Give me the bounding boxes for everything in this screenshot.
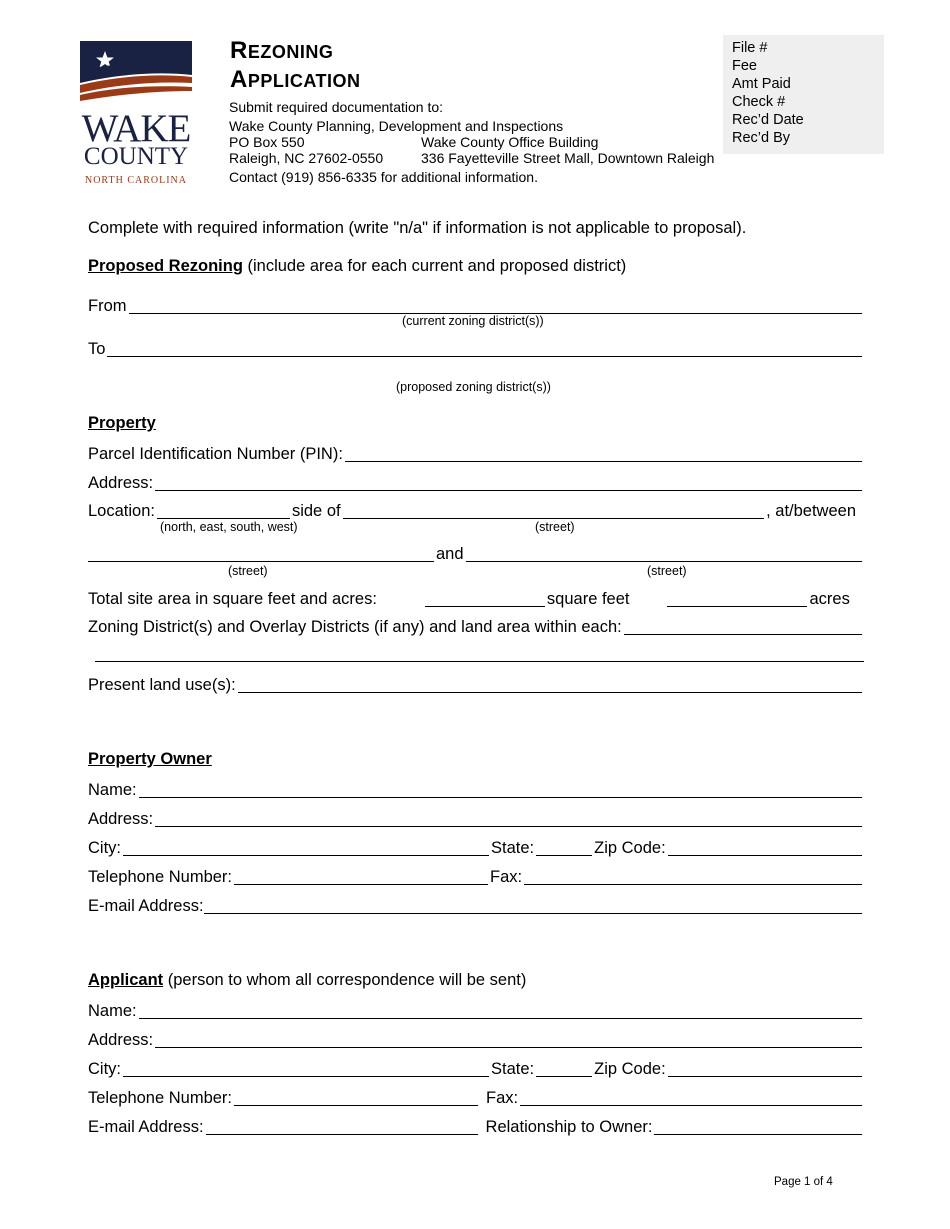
owner-email-row: E-mail Address:	[88, 894, 864, 916]
zoning-districts-field[interactable]	[624, 619, 862, 635]
owner-city-field[interactable]	[123, 840, 489, 856]
property-address-row: Address:	[88, 471, 864, 493]
property-owner-heading: Property Owner	[88, 750, 212, 768]
city-zip: Raleigh, NC 27602-0550	[229, 150, 384, 166]
to-row: To	[88, 337, 864, 359]
owner-state-field[interactable]	[536, 840, 592, 856]
direction-field[interactable]	[157, 503, 290, 519]
office-received-date: Rec’d Date	[732, 112, 804, 128]
applicant-address-row: Address:	[88, 1028, 864, 1050]
applicant-email-row: E-mail Address: Relationship to Owner:	[88, 1115, 864, 1137]
applicant-address-field[interactable]	[155, 1032, 862, 1048]
logo-county: COUNTY	[83, 143, 189, 170]
owner-address-field[interactable]	[155, 811, 862, 827]
owner-fax-field[interactable]	[524, 869, 862, 885]
office-check-number: Check #	[732, 94, 786, 110]
applicant-zip-field[interactable]	[668, 1061, 862, 1077]
street-address: 336 Fayetteville Street Mall, Downtown Raleigh	[421, 150, 715, 166]
property-address-field[interactable]	[155, 475, 862, 491]
street-caption-2: (street)	[228, 564, 268, 578]
contact-info: Contact (919) 856-6335 for additional information.	[229, 169, 538, 185]
relationship-to-owner-field[interactable]	[654, 1119, 862, 1135]
between-streets-row: and	[88, 542, 864, 564]
location-street-field[interactable]	[343, 503, 765, 519]
street-caption-1: (street)	[535, 520, 575, 534]
office-file-number: File #	[732, 40, 768, 56]
from-caption: (current zoning district(s))	[402, 314, 544, 328]
pin-field[interactable]	[345, 446, 862, 462]
applicant-phone-row: Telephone Number: Fax:	[88, 1086, 864, 1108]
page-number: Page 1 of 4	[774, 1176, 833, 1188]
logo-wake: WAKE	[81, 107, 191, 150]
applicant-city-row: City: State: Zip Code:	[88, 1057, 864, 1079]
agency-name: Wake County Planning, Development and Inspections	[229, 118, 564, 134]
applicant-city-field[interactable]	[123, 1061, 489, 1077]
page-title: REZONING APPLICATION	[230, 37, 361, 93]
logo-state: NORTH CAROLINA	[84, 175, 188, 186]
to-zoning-field[interactable]	[107, 341, 862, 357]
from-zoning-field[interactable]	[129, 298, 863, 314]
owner-city-row: City: State: Zip Code:	[88, 836, 864, 858]
office-amount-paid: Amt Paid	[732, 76, 791, 92]
square-feet-field[interactable]	[425, 591, 545, 607]
cross-street-2-field[interactable]	[466, 546, 862, 562]
applicant-name-row: Name:	[88, 999, 864, 1021]
applicant-heading: Applicant (person to whom all correspondence will be sent)	[88, 971, 527, 989]
applicant-phone-field[interactable]	[234, 1090, 478, 1106]
proposed-rezoning-heading: Proposed Rezoning (include area for each current and proposed district)	[88, 257, 627, 275]
acres-field[interactable]	[667, 591, 807, 607]
street-caption-3: (street)	[647, 564, 687, 578]
office-fee: Fee	[732, 58, 757, 74]
po-box: PO Box 550	[229, 134, 305, 150]
from-row: From	[88, 294, 864, 316]
owner-name-row: Name:	[88, 778, 864, 800]
pin-row: Parcel Identification Number (PIN):	[88, 442, 864, 464]
property-heading: Property	[88, 414, 156, 432]
office-building: Wake County Office Building	[421, 134, 599, 150]
zoning-districts-field-2[interactable]	[95, 661, 864, 662]
land-use-field[interactable]	[238, 677, 862, 693]
applicant-name-field[interactable]	[139, 1003, 862, 1019]
location-row: Location: side of , at/between	[88, 502, 856, 520]
owner-zip-field[interactable]	[668, 840, 862, 856]
applicant-fax-field[interactable]	[520, 1090, 862, 1106]
instructions: Complete with required information (write "n/a" if information is not applicable to proposal).	[88, 219, 747, 237]
submit-to: Submit required documentation to:	[229, 99, 444, 115]
applicant-email-field[interactable]	[206, 1119, 478, 1135]
owner-email-field[interactable]	[204, 898, 862, 914]
direction-caption: (north, east, south, west)	[160, 520, 298, 534]
applicant-state-field[interactable]	[536, 1061, 592, 1077]
office-use-box	[723, 35, 884, 154]
zoning-districts-row: Zoning District(s) and Overlay Districts (if any) and land area within each:	[88, 615, 864, 637]
owner-address-row: Address:	[88, 807, 864, 829]
site-area-row: Total site area in square feet and acres: square feet acres	[88, 590, 850, 608]
land-use-row: Present land use(s):	[88, 673, 864, 695]
owner-name-field[interactable]	[139, 782, 862, 798]
cross-street-1-field[interactable]	[88, 546, 434, 562]
owner-phone-field[interactable]	[234, 869, 488, 885]
to-caption: (proposed zoning district(s))	[396, 380, 551, 394]
office-received-by: Rec’d By	[732, 130, 791, 146]
wake-county-logo	[79, 41, 195, 187]
owner-phone-row: Telephone Number: Fax:	[88, 865, 864, 887]
